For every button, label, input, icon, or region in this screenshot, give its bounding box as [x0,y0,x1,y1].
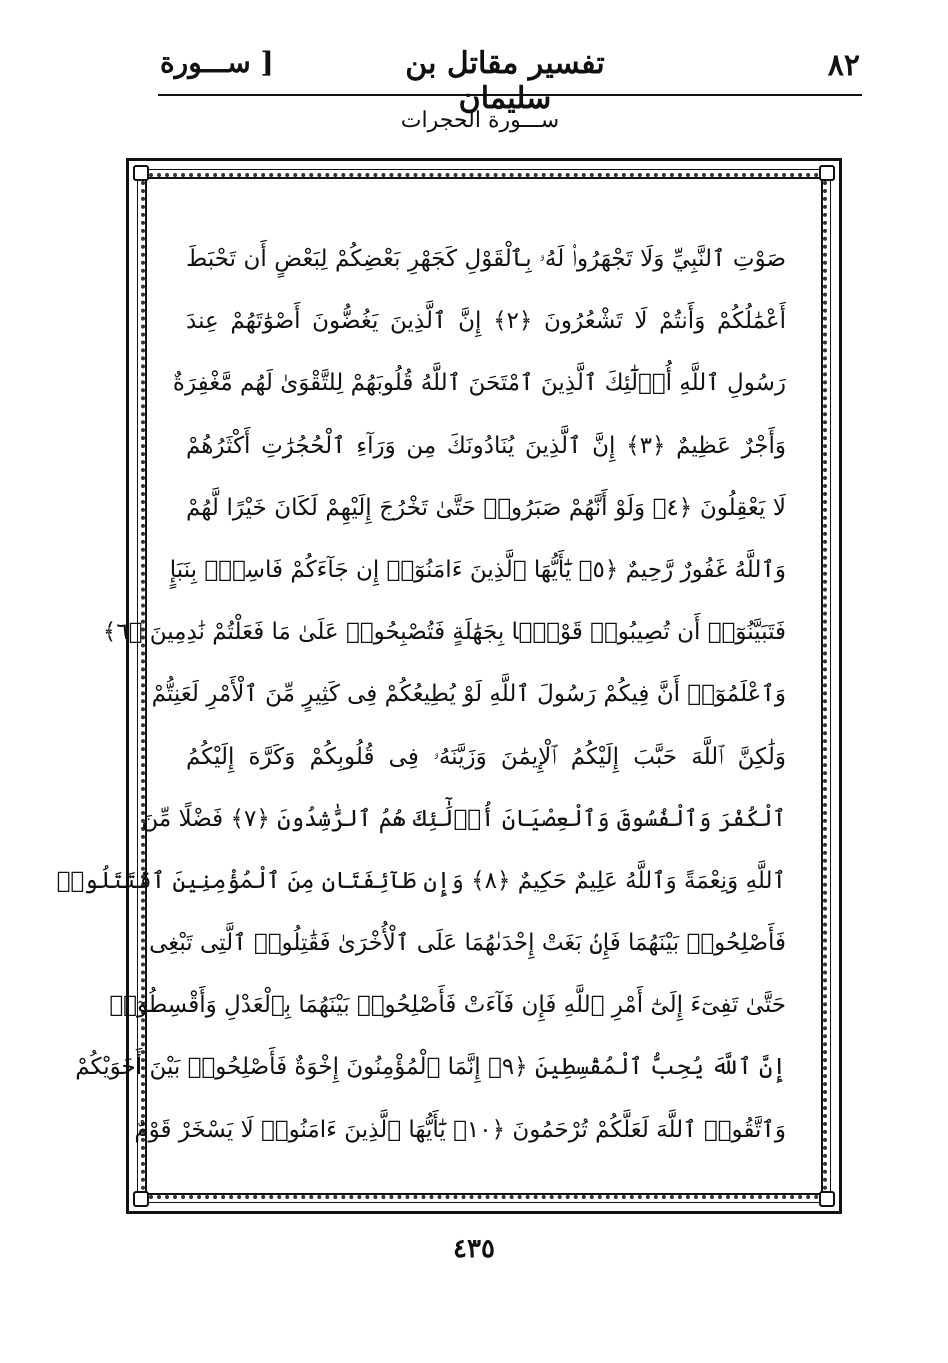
frame-corner-ornament [133,1191,149,1207]
running-header [160,42,860,116]
quran-text-block [56,228,787,1161]
footer-page-number: ٤٣٥ [453,1234,495,1264]
text-line: أَعْمَٰلُكُمْ وَأَنتُمْ لَا تَشْعُرُونَ ﴿٢﴾ إِنَّ ٱلَّذِينَ يَغُضُّونَ أَصْوَٰتَهُمْ عِندَ [186,308,786,335]
text-line: وَأَجْرٌ عَظِيمٌ ﴿٣﴾ إِنَّ ٱلَّذِينَ يُنَادُونَكَ مِن وَرَآءِ ٱلْحُجُرَٰتِ أَكْثَرُهُمْ [186,432,786,459]
text-line: وَٱللَّهُ غَفُورٌ رَّحِيمٌ ﴿٥﴾ يَٰٓأَيُّهَا ٱلَّذِينَ ءَامَنُوٓا۟ إِن جَآءَكُمْ فَاسِقٌۢ بِنَبَإٍ [169,556,786,583]
header-page-number: ٨٢ [827,48,860,83]
text-line: وَٱتَّقُوا۟ ٱللَّهَ لَعَلَّكُمْ تُرْحَمُونَ ﴿١٠﴾ يَٰٓأَيُّهَا ٱلَّذِينَ ءَامَنُوا۟ لَا يَسْخَرْ قَوْمٌ [134,1116,786,1143]
surah-subtitle: ســـورة الحجرات [400,108,560,133]
text-line: فَتَبَيَّنُوٓا۟ أَن تُصِيبُوا۟ قَوْمًۢا بِجَهَٰلَةٍ فَتُصْبِحُوا۟ عَلَىٰ مَا فَعَلْتُمْ نَٰدِمِينَ ﴿٦﴾ [102,619,786,646]
text-line: صَوْتِ ٱلنَّبِيِّ وَلَا تَجْهَرُوا۟ لَهُۥ بِٱلْقَوْلِ كَجَهْرِ بَعْضِكُمْ لِبَعْضٍ أَن تَحْبَطَ [186,246,786,272]
text-line: ٱلْكُفْرَ وَٱلْفُسُوقَ وَٱلْعِصْيَانَ أُو۟لَٰٓئِكَ هُمُ ٱلرَّٰشِدُونَ ﴿٧﴾ فَضْلًا مِّنَ [141,805,786,832]
text-line: إِنَّ ٱللَّهَ يُحِبُّ ٱلْمُقْسِطِينَ ﴿٩﴾ إِنَّمَا ٱلْمُؤْمِنُونَ إِخْوَةٌ فَأَصْلِحُوا۟ بَيْنَ أَخَوَيْكُمْ [75,1054,786,1081]
text-line: ٱللَّهِ وَنِعْمَةً وَٱللَّهُ عَلِيمٌ حَكِيمٌ ﴿٨﴾ وَإِن طَآئِفَتَانِ مِنَ ٱلْمُؤْمِنِينَ ٱقْتَتَلُوا۟ [56,867,786,894]
text-line: حَتَّىٰ تَفِىٓءَ إِلَىٰٓ أَمْرِ ٱللَّهِ فَإِن فَآءَتْ فَأَصْلِحُوا۟ بَيْنَهُمَا بِٱلْعَدْلِ وَأَقْسِطُوٓا۟ [109,992,786,1019]
frame-corner-ornament [819,1191,835,1207]
frame-corner-ornament [819,165,835,181]
text-line: رَسُولِ ٱللَّهِ أُو۟لَٰٓئِكَ ٱلَّذِينَ ٱمْتَحَنَ ٱللَّهُ قُلُوبَهُمْ لِلتَّقْوَىٰ لَهُم مَّغْفِرَةٌ [172,370,786,397]
text-line: وَلَٰكِنَّ ٱللَّهَ حَبَّبَ إِلَيْكُمُ ٱلْإِيمَٰنَ وَزَيَّنَهُۥ فِى قُلُوبِكُمْ وَكَرَّهَ إِلَيْكُمُ [186,743,786,770]
frame-corner-ornament [133,165,149,181]
header-book-title: تفسير مقاتل بن سليمان [405,46,605,116]
text-line: فَأَصْلِحُوا۟ بَيْنَهُمَا فَإِنۢ بَغَتْ إِحْدَىٰهُمَا عَلَى ٱلْأُخْرَىٰ فَقَٰتِلُوا۟ ٱلَّتِى تَبْغِى [149,930,786,957]
header-rule [158,94,862,96]
text-line: لَا يَعْقِلُونَ ﴿٤﴾ وَلَوْ أَنَّهُمْ صَبَرُوا۟ حَتَّىٰ تَخْرُجَ إِلَيْهِمْ لَكَانَ خَيْرًا لَّهُمْ [186,494,787,521]
header-surah-label: [ ســـورة [160,46,274,79]
text-line: وَٱعْلَمُوٓا۟ أَنَّ فِيكُمْ رَسُولَ ٱللَّهِ لَوْ يُطِيعُكُمْ فِى كَثِيرٍ مِّنَ ٱلْأَمْرِ لَعَنِتُّمْ [151,681,786,708]
